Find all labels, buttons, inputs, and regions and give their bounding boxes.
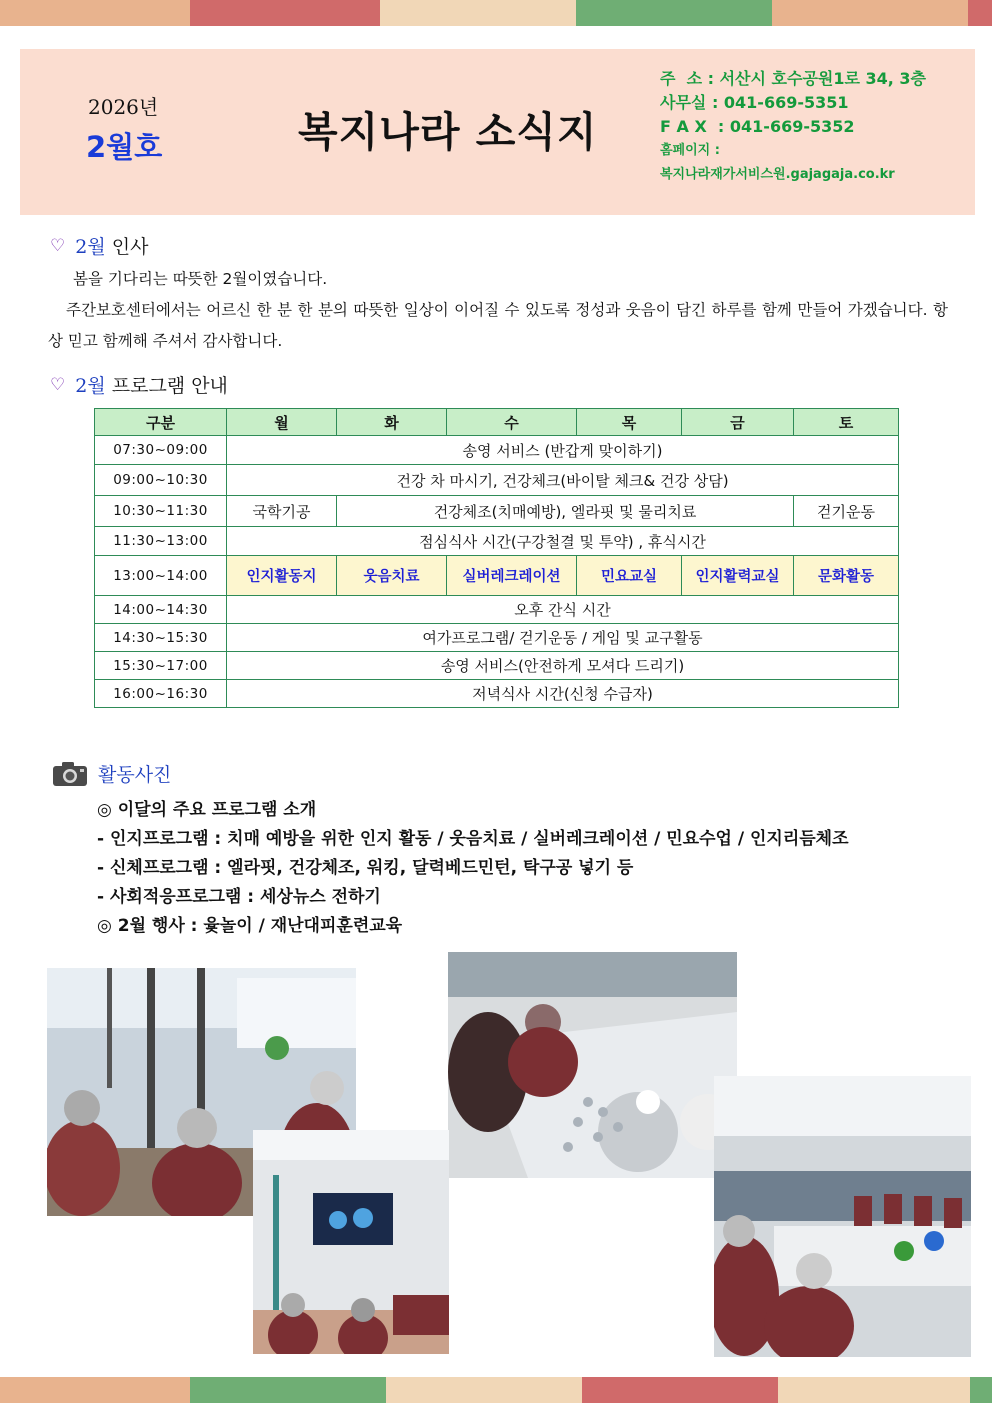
list-item: ◎ 이달의 주요 프로그램 소개 <box>97 800 317 820</box>
column-header: 월 <box>227 409 337 436</box>
table-row <box>95 624 899 652</box>
activity-cell-mid: 건강체조(치매예방), 엘라핏 및 물리치료 <box>337 496 794 527</box>
time-cell: 14:30~15:30 <box>95 624 227 652</box>
time-cell: 07:30~09:00 <box>95 436 227 465</box>
activity-cell: 여가프로그램/ 걷기운동 / 게임 및 교구활동 <box>227 624 899 652</box>
program-cell-mon: 인지활동지 <box>227 556 337 596</box>
program-heading-text: 프로그램 안내 <box>111 375 228 397</box>
activity-photo-classroom <box>714 1076 971 1357</box>
table-row <box>95 527 899 556</box>
activity-heading <box>52 760 171 787</box>
program-cell-tue: 웃음치료 <box>337 556 447 596</box>
list-item: - 사회적응프로그램 : 세상뉴스 전하기 <box>97 887 381 907</box>
table-row <box>95 680 899 708</box>
time-cell: 13:00~14:00 <box>95 556 227 596</box>
activity-cell: 점심식사 시간(구강철결 및 투약) , 휴식시간 <box>227 527 899 556</box>
activity-photo-game <box>448 952 737 1178</box>
program-cell-sat: 문화활동 <box>794 556 899 596</box>
program-cell-fri: 인지활력교실 <box>682 556 794 596</box>
activity-cell: 저녁식사 시간(신청 수급자) <box>227 680 899 708</box>
newsletter-title: 복지나라 소식지 <box>298 108 598 156</box>
contact-fax: F A X : 041-669-5352 <box>660 117 855 136</box>
header-issue: 2월호 <box>86 130 163 164</box>
list-item: ◎ 2월 행사 : 윷놀이 / 재난대피훈련교육 <box>97 916 403 936</box>
greeting-body <box>48 264 948 357</box>
activity-cell: 송영 서비스 (반갑게 맞이하기) <box>227 436 899 465</box>
column-header: 금 <box>682 409 794 436</box>
contact-address: 주 소 : 서산시 호수공원1로 34, 3층 <box>660 69 927 88</box>
time-cell: 16:00~16:30 <box>95 680 227 708</box>
activity-photo-video <box>253 1130 449 1354</box>
column-header: 목 <box>577 409 682 436</box>
table-row <box>95 465 899 496</box>
activity-cell-mon: 국학기공 <box>227 496 337 527</box>
greeting-line-1: 봄을 기다리는 따뜻한 2월이였습니다. <box>73 270 328 288</box>
contact-homepage[interactable]: 복지나라재가서비스원.gajagaja.co.kr <box>660 167 895 182</box>
program-heading <box>50 371 228 398</box>
heart-icon: ♡ <box>50 235 66 256</box>
bottom-color-stripe <box>0 1377 992 1403</box>
activity-cell-sat: 걷기운동 <box>794 496 899 527</box>
activity-cell: 건강 차 마시기, 건강체크(바이탈 체크& 건강 상담) <box>227 465 899 496</box>
activity-cell: 송영 서비스(안전하게 모셔다 드리기) <box>227 652 899 680</box>
program-cell-thu: 민요교실 <box>577 556 682 596</box>
column-header: 구분 <box>95 409 227 436</box>
heart-icon: ♡ <box>50 374 66 395</box>
greeting-heading-text: 인사 <box>111 236 149 258</box>
column-header: 토 <box>794 409 899 436</box>
table-row <box>95 496 899 527</box>
program-heading-month: 2월 <box>75 375 106 397</box>
list-item: - 신체프로그램 : 엘라핏, 건강체조, 워킹, 달력베드민턴, 탁구공 넣기 등 <box>97 858 634 878</box>
activity-heading-text: 활동사진 <box>98 764 172 786</box>
top-color-stripe <box>0 0 992 26</box>
activity-program-list <box>97 796 849 941</box>
time-cell: 11:30~13:00 <box>95 527 227 556</box>
program-schedule-table <box>94 408 899 708</box>
greeting-line-2: 주간보호센터에서는 어르신 한 분 한 분의 따뜻한 일상이 이어질 수 있도록 정성과 웃음이 담긴 하루를 함께 만들어 가겠습니다. 항상 믿고 함께해 주셔서 감사합니다. <box>48 301 948 350</box>
header-year: 2026년 <box>88 95 159 119</box>
time-cell: 14:00~14:30 <box>95 596 227 624</box>
column-header: 수 <box>447 409 577 436</box>
table-row <box>95 556 899 596</box>
table-row <box>95 652 899 680</box>
contact-homepage-label: 홈페이지 : <box>660 143 720 158</box>
program-cell-wed: 실버레크레이션 <box>447 556 577 596</box>
time-cell: 10:30~11:30 <box>95 496 227 527</box>
list-item: - 인지프로그램 : 치매 예방을 위한 인지 활동 / 웃음치료 / 실버레크레이션 / 민요수업 / 인지리듬체조 <box>97 829 849 849</box>
time-cell: 09:00~10:30 <box>95 465 227 496</box>
table-header-row <box>95 409 899 436</box>
time-cell: 15:30~17:00 <box>95 652 227 680</box>
camera-icon <box>52 761 88 787</box>
newsletter-header <box>20 49 975 215</box>
activity-cell: 오후 간식 시간 <box>227 596 899 624</box>
table-row <box>95 596 899 624</box>
contact-office: 사무실 : 041-669-5351 <box>660 93 849 112</box>
table-row <box>95 436 899 465</box>
contact-info <box>660 67 926 187</box>
greeting-heading-month: 2월 <box>75 236 106 258</box>
column-header: 화 <box>337 409 447 436</box>
greeting-heading <box>50 232 148 259</box>
